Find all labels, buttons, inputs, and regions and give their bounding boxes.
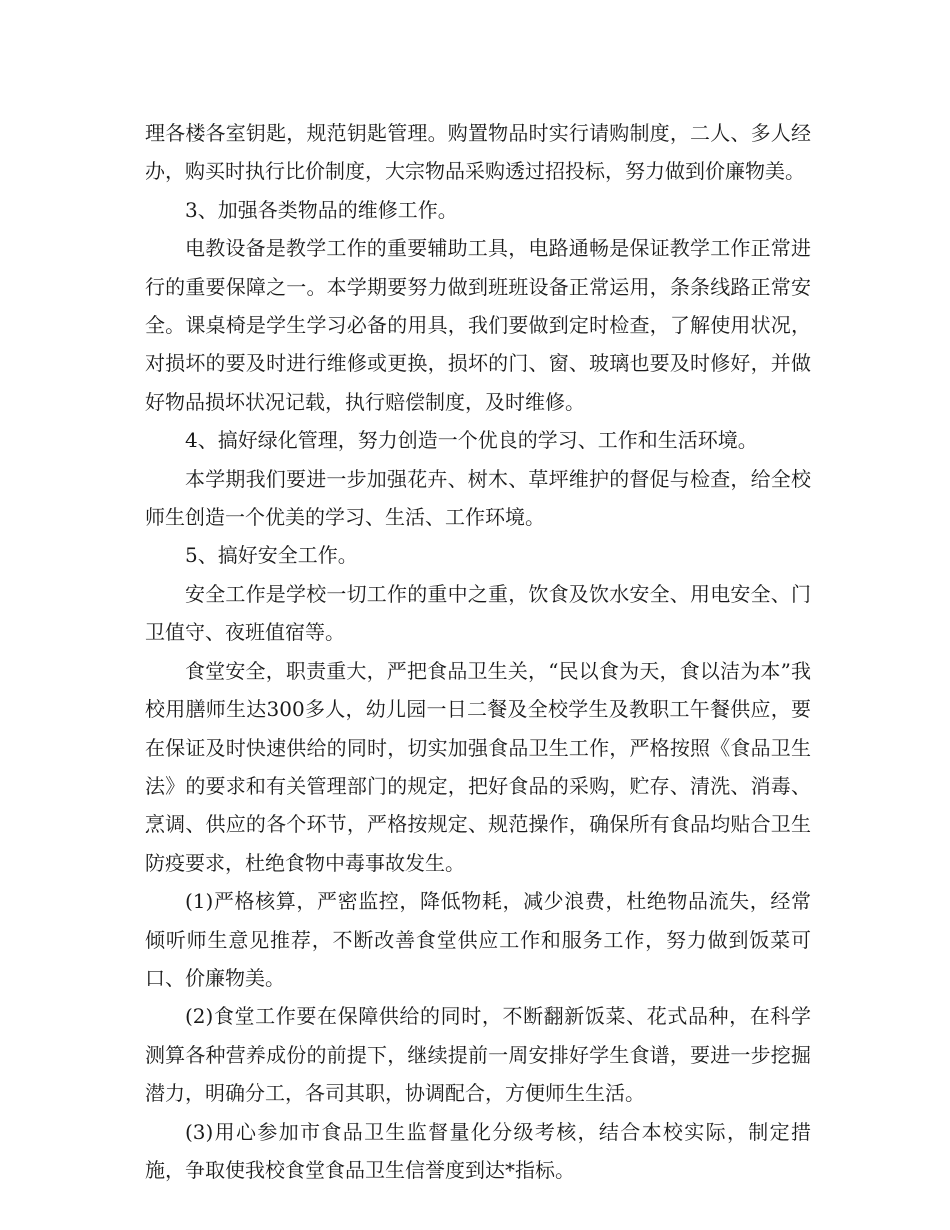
paragraph: 理各楼各室钥匙，规范钥匙管理。购置物品时实行请购制度，二人、多人经办，购买时执行比价制度，大宗物品采购透过招投标，努力做到价廉物美。 [145, 121, 811, 184]
list-item: (3)用心参加市食品卫生监督量化分级考核，结合本校实际，制定措施，争取使我校食堂食品卫生信誉度到达*指标。 [145, 1119, 811, 1182]
document-body [145, 114, 811, 1189]
paragraph: 食堂安全，职责重大，严把食品卫生关，“民以食为天，食以洁为本”我校用膳师生达300多人，幼儿园一日二餐及全校学生及教职工午餐供应，要在保证及时快速供给的同时，切实加强食品卫生工作，严格按照《食品卫生法》的要求和有关管理部门的规定，把好食品的采购，贮存、清洗、消毒、烹调、供应的各个环节，严格按规定、规范操作，确保所有食品均贴合卫生防疫要求，杜绝食物中毒事故发生。 [145, 658, 811, 875]
paragraph: 电教设备是教学工作的重要辅助工具，电路通畅是保证教学工作正常进行的重要保障之一。本学期要努力做到班班设备正常运用，条条线路正常安全。课桌椅是学生学习必备的用具，我们要做到定时检查，了解使用状况，对损坏的要及时进行维修或更换，损坏的门、窗、玻璃也要及时修好，并做好物品损坏状况记载，执行赔偿制度，及时维修。 [145, 236, 811, 414]
paragraph: 安全工作是学校一切工作的重中之重，饮食及饮水安全、用电安全、门卫值守、夜班值宿等。 [145, 581, 811, 645]
section-heading: 4、搞好绿化管理，努力创造一个优良的学习、工作和生活环境。 [185, 428, 758, 453]
section-heading: 3、加强各类物品的维修工作。 [185, 197, 458, 222]
list-item: (2)食堂工作要在保障供给的同时，不断翻新饭菜、花式品种，在科学测算各种营养成份的前提下，继续提前一周安排好学生食谱，要进一步挖掘潜力，明确分工，各司其职，协调配合，方便师生生活。 [145, 1004, 811, 1106]
paragraph: 本学期我们要进一步加强花卉、树木、草坪维护的督促与检查，给全校师生创造一个优美的学习、生活、工作环境。 [145, 466, 811, 530]
section-heading: 5、搞好安全工作。 [185, 543, 358, 568]
list-item: (1)严格核算，严密监控，降低物耗，减少浪费，杜绝物品流失，经常倾听师生意见推荐，不断改善食堂供应工作和服务工作，努力做到饭菜可口、价廉物美。 [145, 889, 811, 990]
